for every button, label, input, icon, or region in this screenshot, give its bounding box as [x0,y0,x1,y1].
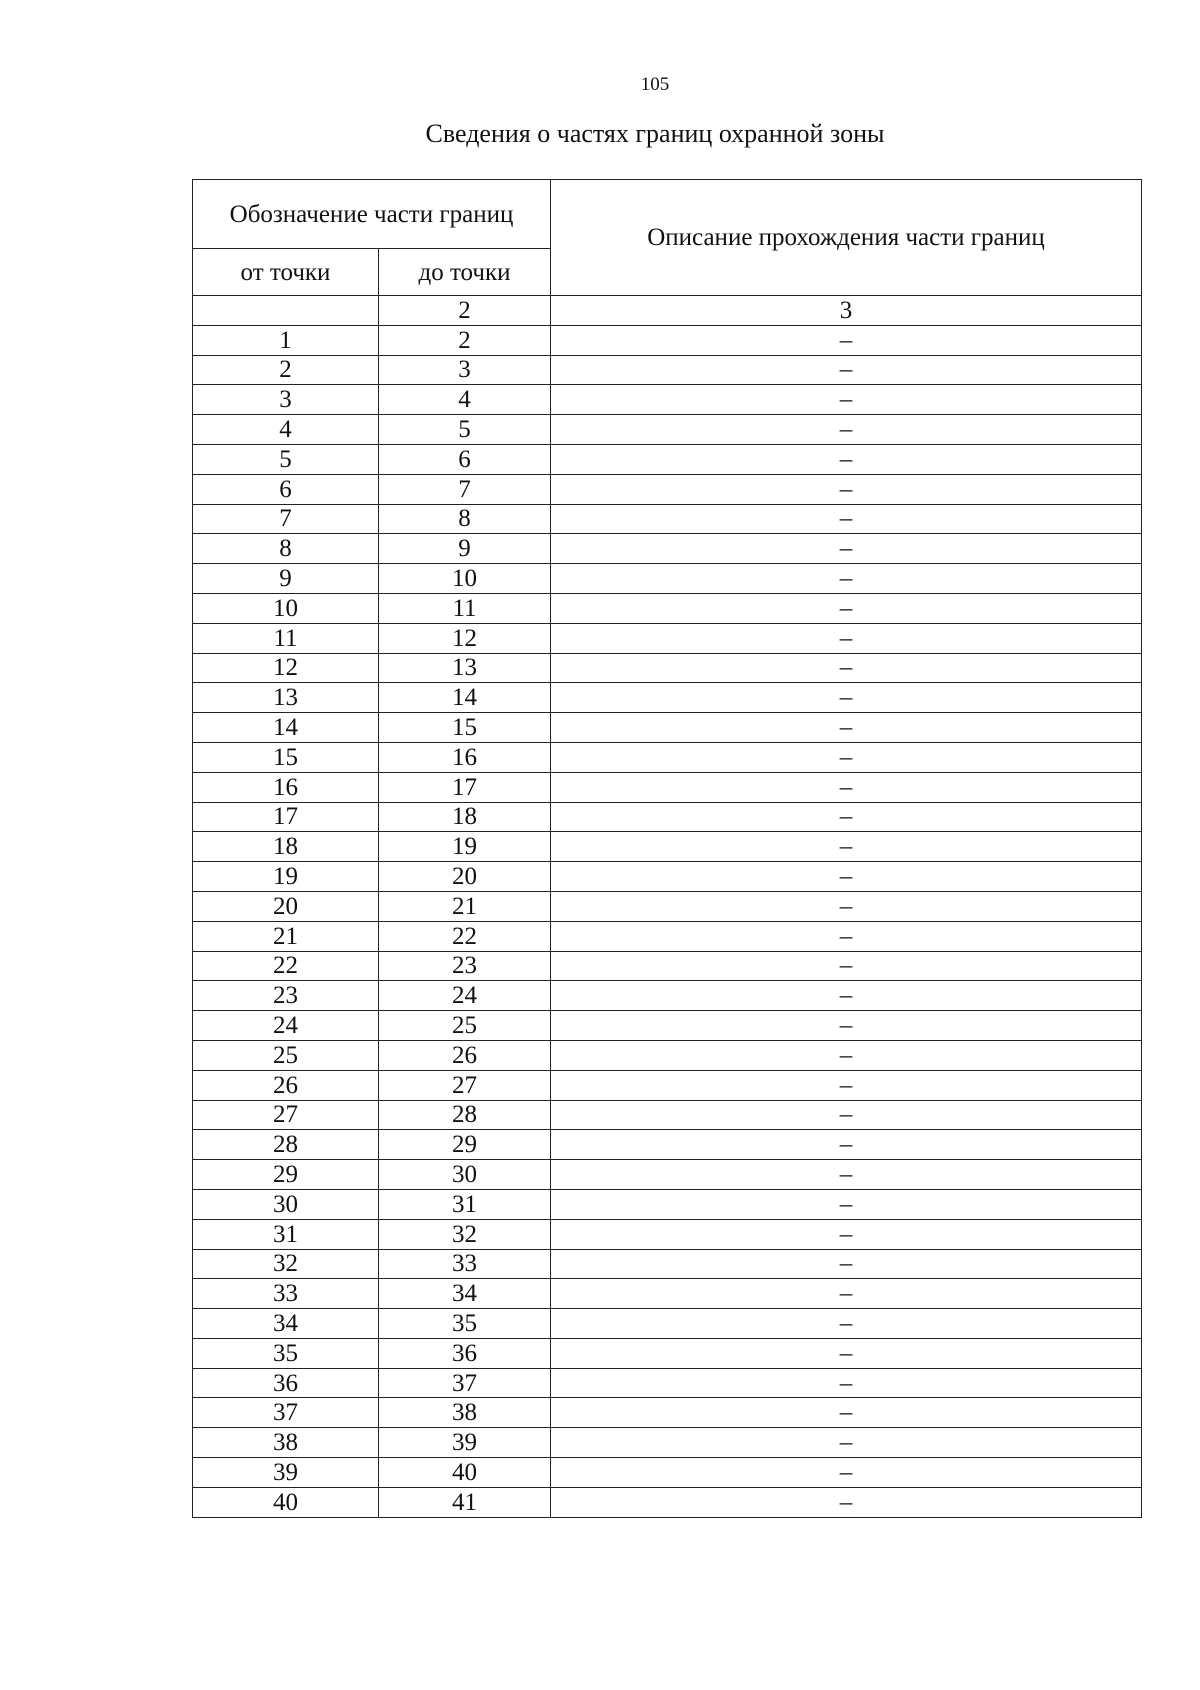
description-cell: – [551,772,1142,802]
to-point-cell: 2 [379,325,551,355]
description-cell: – [551,534,1142,564]
table-row [193,355,1142,385]
from-point-cell: 14 [193,713,379,743]
table-row [193,802,1142,832]
table-row [193,832,1142,862]
to-point-cell: 34 [379,1279,551,1309]
column-number-row [193,296,1142,326]
boundary-parts-table [192,179,1142,1518]
description-cell: – [551,981,1142,1011]
from-point-cell: 8 [193,534,379,564]
description-cell: – [551,802,1142,832]
from-point-cell: 10 [193,593,379,623]
description-cell: – [551,1309,1142,1339]
from-point-cell: 3 [193,385,379,415]
table-row [193,1011,1142,1041]
table-row [193,564,1142,594]
description-cell: – [551,1189,1142,1219]
table-row [193,623,1142,653]
table-row [193,593,1142,623]
description-cell: – [551,1458,1142,1488]
to-point-cell: 41 [379,1487,551,1517]
to-point-cell: 33 [379,1249,551,1279]
table-row [193,1189,1142,1219]
from-point-cell: 9 [193,564,379,594]
to-point-cell: 7 [379,474,551,504]
description-cell: – [551,1070,1142,1100]
table-row [193,444,1142,474]
to-point-cell: 9 [379,534,551,564]
table-row [193,981,1142,1011]
to-point-cell: 20 [379,862,551,892]
table-row [193,1100,1142,1130]
table-row [193,504,1142,534]
table-header-row [193,180,1142,249]
to-point-cell: 39 [379,1428,551,1458]
from-point-cell: 32 [193,1249,379,1279]
to-point-cell: 4 [379,385,551,415]
to-point-cell: 10 [379,564,551,594]
description-cell: – [551,355,1142,385]
from-point-cell: 22 [193,951,379,981]
header-designation: Обозначение части границ [193,180,551,249]
description-cell: – [551,1219,1142,1249]
to-point-cell: 36 [379,1338,551,1368]
description-cell: – [551,742,1142,772]
description-cell: – [551,1338,1142,1368]
from-point-cell: 5 [193,444,379,474]
from-point-cell: 23 [193,981,379,1011]
from-point-cell: 17 [193,802,379,832]
table-row [193,653,1142,683]
description-cell: – [551,1368,1142,1398]
to-point-cell: 14 [379,683,551,713]
to-point-cell: 6 [379,444,551,474]
table-row [193,1070,1142,1100]
from-point-cell: 34 [193,1309,379,1339]
description-cell: – [551,713,1142,743]
table-row [193,534,1142,564]
table-row [193,683,1142,713]
from-point-cell: 38 [193,1428,379,1458]
column-number-3: 3 [551,296,1142,326]
description-cell: – [551,564,1142,594]
from-point-cell: 12 [193,653,379,683]
from-point-cell: 16 [193,772,379,802]
to-point-cell: 28 [379,1100,551,1130]
table-row [193,1219,1142,1249]
to-point-cell: 8 [379,504,551,534]
description-cell: – [551,951,1142,981]
page-number: 105 [640,74,670,95]
table-row [193,1040,1142,1070]
to-point-cell: 17 [379,772,551,802]
table-row [193,385,1142,415]
table-row [193,1458,1142,1488]
to-point-cell: 3 [379,355,551,385]
from-point-cell: 1 [193,325,379,355]
description-cell: – [551,325,1142,355]
to-point-cell: 12 [379,623,551,653]
from-point-cell: 29 [193,1160,379,1190]
to-point-cell: 16 [379,742,551,772]
table-row [193,474,1142,504]
from-point-cell: 37 [193,1398,379,1428]
from-point-cell: 11 [193,623,379,653]
table-row [193,1487,1142,1517]
to-point-cell: 21 [379,891,551,921]
description-cell: – [551,1428,1142,1458]
table-row [193,1309,1142,1339]
description-cell: – [551,474,1142,504]
column-number-2: 2 [379,296,551,326]
table-row [193,891,1142,921]
description-cell: – [551,891,1142,921]
from-point-cell: 2 [193,355,379,385]
to-point-cell: 31 [379,1189,551,1219]
description-cell: – [551,653,1142,683]
column-number-1 [193,296,379,326]
description-cell: – [551,623,1142,653]
from-point-cell: 21 [193,921,379,951]
document-title: Сведения о частях границ охранной зоны [425,119,885,148]
from-point-cell: 4 [193,415,379,445]
to-point-cell: 30 [379,1160,551,1190]
to-point-cell: 37 [379,1368,551,1398]
description-cell: – [551,1279,1142,1309]
from-point-cell: 15 [193,742,379,772]
from-point-cell: 27 [193,1100,379,1130]
description-cell: – [551,504,1142,534]
table-row [193,1368,1142,1398]
from-point-cell: 28 [193,1130,379,1160]
description-cell: – [551,1130,1142,1160]
from-point-cell: 40 [193,1487,379,1517]
to-point-cell: 15 [379,713,551,743]
description-cell: – [551,1040,1142,1070]
to-point-cell: 27 [379,1070,551,1100]
to-point-cell: 11 [379,593,551,623]
from-point-cell: 25 [193,1040,379,1070]
description-cell: – [551,1011,1142,1041]
to-point-cell: 38 [379,1398,551,1428]
table-row [193,921,1142,951]
from-point-cell: 33 [193,1279,379,1309]
table-row [193,325,1142,355]
table-row [193,1279,1142,1309]
to-point-cell: 23 [379,951,551,981]
from-point-cell: 18 [193,832,379,862]
to-point-cell: 29 [379,1130,551,1160]
description-cell: – [551,593,1142,623]
description-cell: – [551,1160,1142,1190]
table-row [193,713,1142,743]
description-cell: – [551,683,1142,713]
table-row [193,1249,1142,1279]
description-cell: – [551,1249,1142,1279]
to-point-cell: 19 [379,832,551,862]
from-point-cell: 13 [193,683,379,713]
to-point-cell: 40 [379,1458,551,1488]
to-point-cell: 35 [379,1309,551,1339]
header-from-point: от точки [193,249,379,296]
from-point-cell: 35 [193,1338,379,1368]
to-point-cell: 24 [379,981,551,1011]
from-point-cell: 30 [193,1189,379,1219]
table-row [193,951,1142,981]
from-point-cell: 26 [193,1070,379,1100]
table-row [193,1428,1142,1458]
from-point-cell: 19 [193,862,379,892]
header-description: Описание прохождения части границ [551,180,1142,296]
from-point-cell: 36 [193,1368,379,1398]
to-point-cell: 13 [379,653,551,683]
table-row [193,1338,1142,1368]
to-point-cell: 26 [379,1040,551,1070]
table-row [193,1130,1142,1160]
description-cell: – [551,415,1142,445]
from-point-cell: 24 [193,1011,379,1041]
table-row [193,415,1142,445]
description-cell: – [551,862,1142,892]
table-row [193,742,1142,772]
table-row [193,862,1142,892]
to-point-cell: 18 [379,802,551,832]
table-row [193,1160,1142,1190]
from-point-cell: 39 [193,1458,379,1488]
to-point-cell: 5 [379,415,551,445]
description-cell: – [551,444,1142,474]
to-point-cell: 25 [379,1011,551,1041]
from-point-cell: 31 [193,1219,379,1249]
from-point-cell: 6 [193,474,379,504]
from-point-cell: 7 [193,504,379,534]
description-cell: – [551,1398,1142,1428]
description-cell: – [551,921,1142,951]
description-cell: – [551,1487,1142,1517]
description-cell: – [551,832,1142,862]
to-point-cell: 22 [379,921,551,951]
description-cell: – [551,385,1142,415]
header-to-point: до точки [379,249,551,296]
from-point-cell: 20 [193,891,379,921]
table-row [193,1398,1142,1428]
table-row [193,772,1142,802]
description-cell: – [551,1100,1142,1130]
to-point-cell: 32 [379,1219,551,1249]
